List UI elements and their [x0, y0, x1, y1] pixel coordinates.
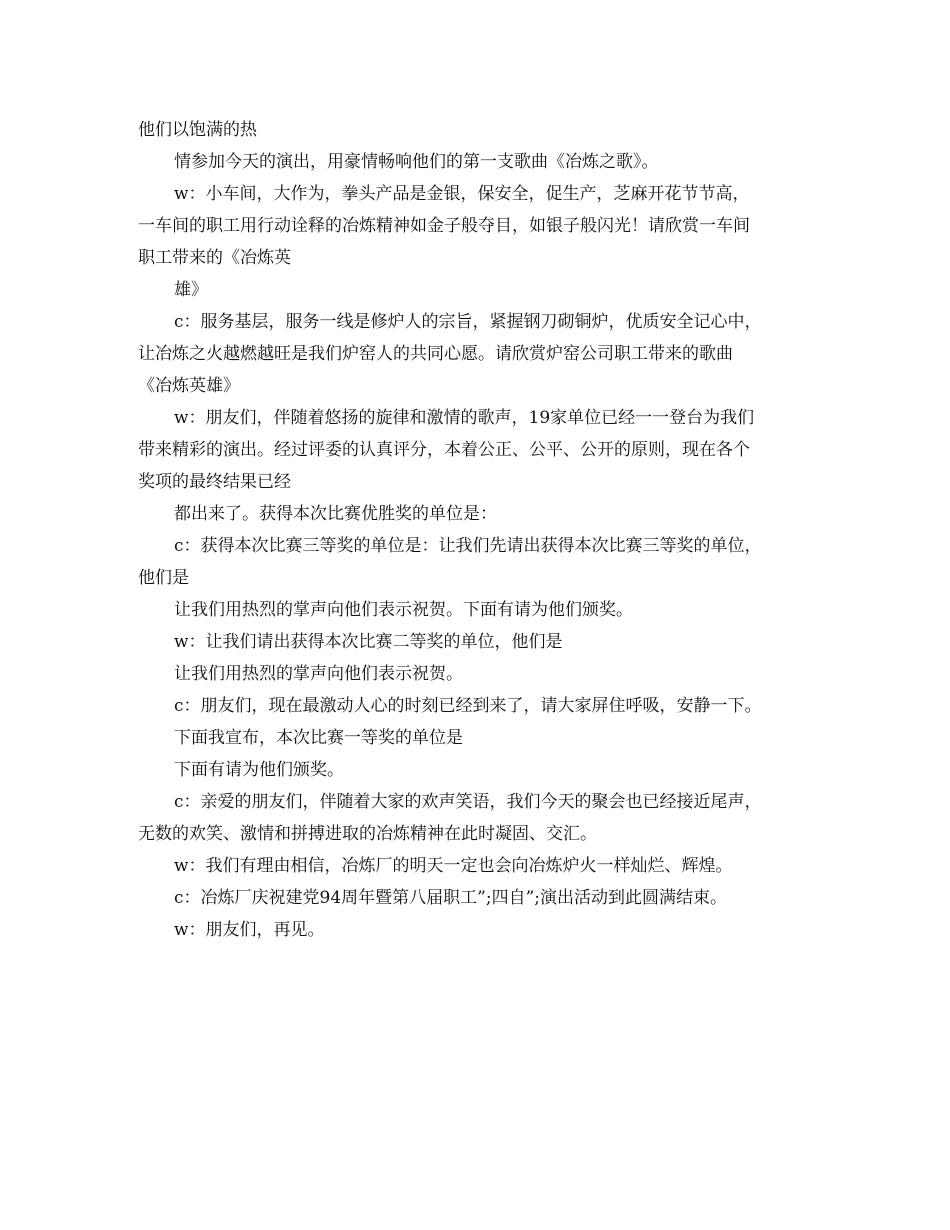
text-line: 雄》 — [174, 280, 208, 300]
document-body — [138, 114, 828, 946]
text-line: c：获得本次比赛三等奖的单位是：让我们先请出获得本次比赛三等奖的单位， — [174, 536, 762, 556]
text-line: c：冶炼厂庆祝建党94周年暨第八届职工”;四自”;演出活动到此圆满结束。 — [174, 888, 727, 908]
text-line: 让我们用热烈的掌声向他们表示祝贺。 — [174, 664, 463, 684]
text-line: c：亲爱的朋友们，伴随着大家的欢声笑语，我们今天的聚会也已经接近尾声， — [174, 792, 762, 812]
text-line: 无数的欢笑、激情和拼搏进取的冶炼精神在此时凝固、交汇。 — [138, 824, 597, 844]
text-line: w：朋友们，再见。 — [174, 920, 325, 940]
text-line: 让我们用热烈的掌声向他们表示祝贺。下面有请为他们颁奖。 — [174, 600, 633, 620]
text-line: 情参加今天的演出，用豪情畅响他们的第一支歌曲《冶炼之歌》。 — [174, 152, 659, 172]
text-line: 奖项的最终结果已经 — [138, 472, 291, 492]
text-line: 下面我宣布，本次比赛一等奖的单位是 — [174, 728, 463, 748]
text-line: c：服务基层，服务一线是修炉人的宗旨，紧握钢刀砌铜炉，优质安全记心中， — [174, 312, 762, 332]
text-line: 让冶炼之火越燃越旺是我们炉窑人的共同心愿。请欣赏炉窑公司职工带来的歌曲 — [138, 344, 733, 364]
text-line: 一车间的职工用行动诠释的冶炼精神如金子般夺目，如银子般闪光！请欣赏一车间 — [138, 216, 750, 236]
text-line: 都出来了。获得本次比赛优胜奖的单位是： — [174, 504, 497, 524]
text-line: w：让我们请出获得本次比赛二等奖的单位，他们是 — [174, 632, 563, 652]
text-line: 他们以饱满的热 — [138, 120, 257, 140]
text-line: 职工带来的《冶炼英 — [138, 248, 291, 268]
text-line: 带来精彩的演出。经过评委的认真评分，本着公正、公平、公开的原则，现在各个 — [138, 440, 750, 460]
text-line: w：小车间，大作为，拳头产品是金银，保安全，促生产，芝麻开花节节高， — [174, 184, 750, 204]
text-line: 下面有请为他们颁奖。 — [174, 760, 344, 780]
text-line: 《冶炼英雄》 — [138, 376, 240, 396]
text-line: w：我们有理由相信，冶炼厂的明天一定也会向冶炼炉火一样灿烂、辉煌。 — [174, 856, 733, 876]
text-line: 他们是 — [138, 568, 189, 588]
text-line: w：朋友们，伴随着悠扬的旋律和激情的歌声，19家单位已经一一登台为我们 — [174, 408, 755, 428]
text-line: c：朋友们，现在最激动人心的时刻已经到来了，请大家屏住呼吸，安静一下。 — [174, 696, 762, 716]
